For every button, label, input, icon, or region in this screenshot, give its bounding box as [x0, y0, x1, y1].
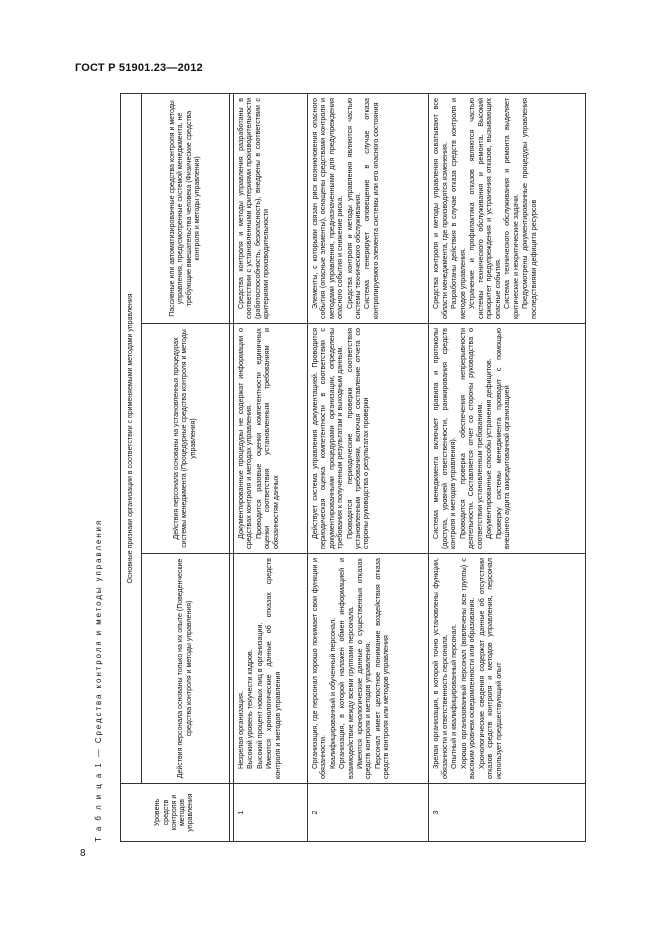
paragraph: Организация, где персонал хорошо понимает свои функции и обязанности.: [309, 558, 328, 779]
column-header-level: Уровень средств контроля и методов управления: [121, 784, 230, 842]
cell-behavioral: [429, 554, 586, 784]
paragraph: Проводится разовые оценки компетентности единичных оценки соответствия установленным требованиям и обязанностям данных: [253, 328, 280, 549]
paragraph: Квалифицированный и обученный персонал.: [327, 617, 337, 769]
table-row-level-3: [429, 93, 586, 841]
level-cell: 3: [429, 784, 586, 842]
paragraph: Система генерирует оповещение в случае отказа контролируемого элемента системы или его опасного состояния: [362, 97, 380, 319]
cell-physical: [234, 93, 308, 323]
paragraph: Средства контроля и методы управления являются частью системы технического обслуживания.: [344, 97, 362, 319]
group-header: Основные признаки организации в соответствии с применяемыми методами управления: [121, 93, 142, 783]
paragraph: Имеются хронологические данные об отказах средств контроля и методов управления: [264, 558, 282, 779]
column-header-physical: Пассивные или автоматизированные средства контроля и методы управления, предусмотренные системой менеджмента, не требующие вмешательства человека (Физические средства контроля и методы управления): [142, 93, 230, 323]
paragraph: Высокий уровень текучести кадров.: [245, 649, 255, 769]
paragraph: Документированные способы устранения дефицитов.: [484, 358, 494, 539]
level-cell: 2: [307, 784, 429, 842]
cell-behavioral: [307, 554, 429, 784]
subheader-row: [142, 93, 230, 841]
paragraph: Система менеджмента включает правила и протоколы (доступа, уровней ответственности, ранжирования средств контроля и методов управления).: [431, 328, 458, 549]
column-header-procedural: Действия персонала основаны на установленных процедурах системы менеджмента (Процедурные средства контроля и методы управления): [142, 324, 230, 554]
paragraph: Разработаны действия в случае отказа средств контроля и методов управления.: [449, 97, 467, 319]
group-header-row: [121, 93, 142, 841]
table-caption: Т а б л и ц а 1 — Средства контроля и методы управления: [94, 518, 103, 842]
cell-procedural: [429, 324, 586, 554]
paragraph: Незрелая организация.: [236, 691, 245, 769]
document-header: ГОСТ Р 51901.23—2012: [75, 62, 203, 74]
paragraph: Хорошо организованный персонал (вовлечены все группы) с высоким уровнем осведомленности или образования.: [458, 558, 477, 779]
cell-behavioral: [234, 554, 308, 784]
paragraph: Проводится проверка обеспечения непрерывности деятельности. Составляется отчет со стороны руководства о соответствии установленным требованиям.: [457, 328, 484, 549]
paragraph: Персонал имеет целостное понимание воздействия отказа средств контроля или методов управления: [372, 558, 391, 779]
paragraph: Имеются хронологические данные о существенных отказах средств контроля и методов управления.: [354, 558, 373, 779]
page-number: 8: [80, 848, 86, 859]
paragraph: Проводятся периодические проверки соответствия установленным требованиям, включая составление отчета со стороны руководства о результатах проверки: [344, 328, 371, 549]
paragraph: Опытный и квалифицированный персонал.: [449, 624, 459, 769]
column-header-behavioral: Действия персонала основаны только на их опыте (Поведенческие средства контроля и методы управления): [142, 554, 230, 784]
paragraph: Организация, в которой налажен обмен информацией и взаимодействие между всеми группами персонала.: [337, 558, 355, 779]
cell-physical: [307, 93, 429, 323]
paragraph: Действует система управления документацией. Проводится периодическая оценка компетентности в соответствии с документированными процедурами организации, определены требования к полученным результатам и выходным данным.: [309, 328, 345, 549]
paragraph: Высокий процент новых лиц в организации.: [254, 622, 264, 769]
paragraph: Зрелая организация, в которой точно установлены функции, обязанности и ответственность персонала.: [431, 558, 449, 779]
controls-table: [120, 93, 586, 842]
paragraph: Документированные процедуры не содержат информации о средствах контроля и методах управления.: [236, 328, 254, 549]
paragraph: Предусмотрены документированные процедуры управления последствиями дефицита ресурсов: [520, 97, 538, 319]
paragraph: Устранение и профилактика отказов являются частью системы технического обслуживания и ремонта. Высокий приоритет предупреждения и устранения отказов, вызывающих опасные события.: [467, 97, 502, 319]
paragraph: Система технического обслуживания и ремонта выделяет критические и некритические задачи.: [502, 97, 520, 319]
level-cell: 1: [234, 784, 308, 842]
paragraph: Хронологические сведения содержат данные об отсутствии отказов средств контроля и методов управления, персонал использует предшествующий опыт: [476, 558, 503, 779]
cell-physical: [429, 93, 586, 323]
table-row-level-1: [234, 93, 308, 841]
paragraph: Проверку системы менеджмента проводит с помощью внешнего аудита аккредитованной организацией: [493, 328, 512, 549]
paragraph: Элементы, с которыми связан риск возникновения опасного события (опасные элементы), оснащены средствами контроля и методами управления, предназначенными для предупреждения опасного события и снижение риска.: [309, 97, 345, 319]
cell-procedural: [307, 324, 429, 554]
cell-procedural: [234, 324, 308, 554]
paragraph: Средства контроля и методы управления охватывают все области менеджмента, где производятся изменения.: [431, 97, 449, 319]
table-row-level-2: [307, 93, 429, 841]
paragraph: Средства контроля и методы управления разработаны в соответствии с установленными критериями производительности (работоспособность, безопасность), внедрены в соответствии с критериями производительности: [236, 97, 271, 319]
rotated-table-container: [94, 94, 586, 842]
